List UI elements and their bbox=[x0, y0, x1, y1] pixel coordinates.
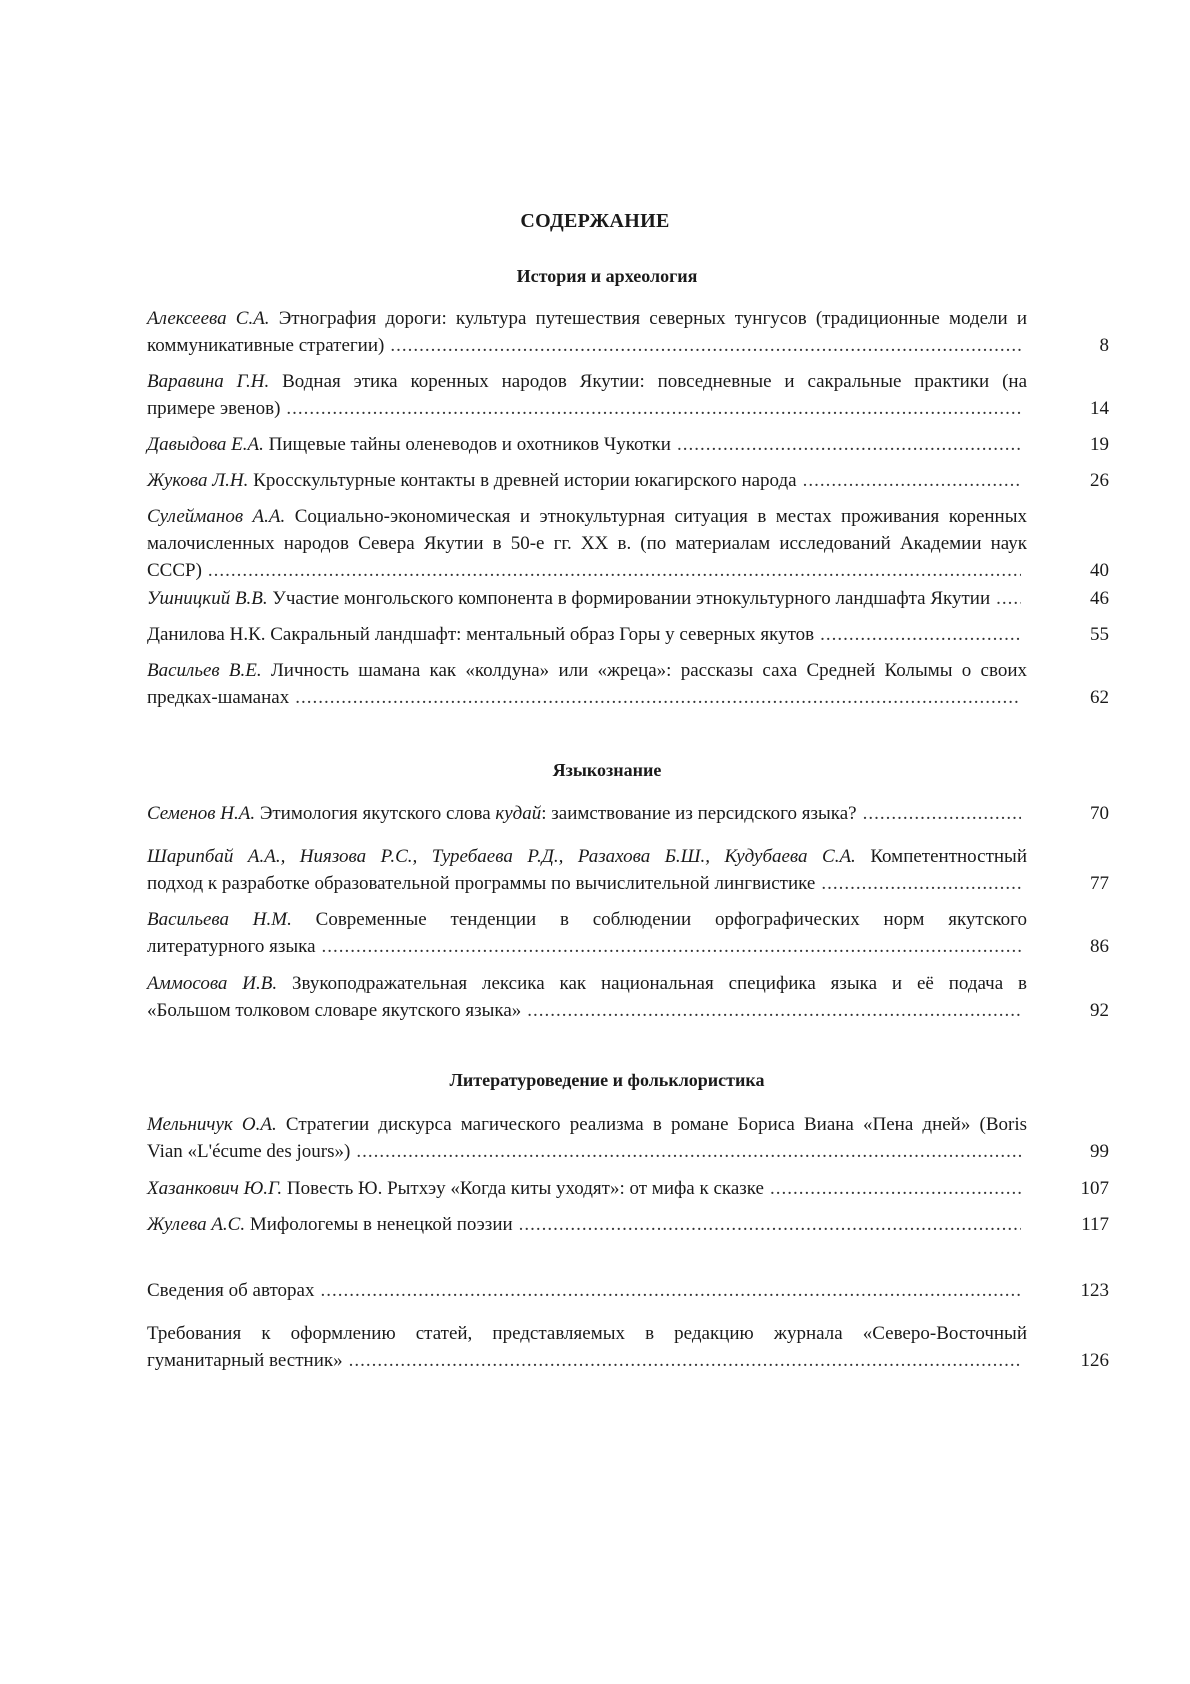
page-number: 126 bbox=[1080, 1350, 1109, 1371]
leader-dots bbox=[356, 1138, 1021, 1165]
toc-entry[interactable] bbox=[147, 1320, 1109, 1374]
entry-title: Пищевые тайны оленеводов и охотников Чукотки bbox=[268, 434, 671, 455]
toc-entry[interactable] bbox=[147, 368, 1109, 422]
entry-last-line bbox=[147, 1138, 1027, 1165]
leader-dots bbox=[863, 800, 1021, 827]
entry-title-end bbox=[147, 1138, 350, 1165]
entry-title-end bbox=[147, 684, 289, 711]
leader-dots bbox=[519, 1211, 1021, 1238]
toc-entry[interactable] bbox=[147, 1277, 1109, 1304]
entry-title-end bbox=[147, 585, 990, 612]
toc-entry[interactable] bbox=[147, 431, 1109, 458]
leader-dots bbox=[527, 997, 1021, 1024]
toc-entry[interactable] bbox=[147, 657, 1109, 711]
toc-entry[interactable] bbox=[147, 1175, 1109, 1202]
entry-last-line bbox=[147, 933, 1027, 960]
leader-dots bbox=[322, 933, 1021, 960]
entry-title-lines bbox=[147, 1111, 1027, 1138]
entry-last-line bbox=[147, 621, 1027, 648]
leader-dots bbox=[349, 1347, 1021, 1374]
entry-title-end bbox=[147, 557, 202, 584]
entry-last-line bbox=[147, 585, 1027, 612]
toc-entry[interactable] bbox=[147, 585, 1109, 612]
leader-dots bbox=[320, 1277, 1021, 1304]
entry-title: Личность шамана как «колдуна» или «жреца»: рассказы саха Средней Колымы о своих bbox=[270, 660, 1027, 681]
page-number: 40 bbox=[1090, 560, 1109, 581]
leader-dots bbox=[677, 431, 1021, 458]
toc-entry[interactable] bbox=[147, 503, 1109, 584]
toc-entry[interactable] bbox=[147, 970, 1109, 1024]
toc-entry[interactable] bbox=[147, 906, 1109, 960]
entry-title-lines bbox=[147, 503, 1027, 557]
entry-author: Ушницкий В.В. bbox=[147, 588, 273, 609]
entry-title: Социально-экономическая и этнокультурная ситуация в местах проживания коренных малочисленных народов Севера Якутии в 50-е гг. XX в. (по материалам исследований Академии наук bbox=[147, 506, 1027, 554]
toc-entry[interactable] bbox=[147, 843, 1109, 897]
page-number: 19 bbox=[1090, 434, 1109, 455]
entry-last-line bbox=[147, 684, 1027, 711]
entry-title: гуманитарный вестник» bbox=[147, 1350, 343, 1371]
entry-author: Васильева Н.М. bbox=[147, 909, 316, 930]
leader-dots bbox=[770, 1175, 1021, 1202]
leader-dots bbox=[821, 870, 1021, 897]
entry-title: Современные тенденции в соблюдении орфографических норм якутского bbox=[315, 909, 1027, 930]
entry-title-end bbox=[147, 1175, 764, 1202]
entry-title-lines bbox=[147, 1320, 1027, 1347]
entry-title-end bbox=[147, 800, 857, 827]
page-number: 8 bbox=[1099, 335, 1109, 356]
leader-dots bbox=[295, 684, 1021, 711]
entry-title-end bbox=[147, 395, 280, 422]
leader-dots bbox=[803, 467, 1021, 494]
entry-title-lines bbox=[147, 368, 1027, 395]
leader-dots bbox=[820, 621, 1021, 648]
leader-dots bbox=[208, 557, 1021, 584]
entry-title: Этимология якутского слова кудай: заимствование из персидского языка? bbox=[259, 803, 857, 824]
entry-author: Алексеева С.А. bbox=[147, 308, 279, 329]
entry-title: примере эвенов) bbox=[147, 398, 281, 419]
entry-title: Данилова Н.К. Сакральный ландшафт: ментальный образ Горы у северных якутов bbox=[147, 624, 815, 645]
entry-title-lines bbox=[147, 657, 1027, 684]
entry-last-line bbox=[147, 1211, 1027, 1238]
page-number: 77 bbox=[1090, 873, 1109, 894]
entry-title: СССР) bbox=[147, 560, 202, 581]
entry-title-end bbox=[147, 870, 815, 897]
entry-title: Сведения об авторах bbox=[147, 1280, 315, 1301]
entry-title-end bbox=[147, 621, 814, 648]
entry-title-lines bbox=[147, 305, 1027, 332]
page-number: 107 bbox=[1080, 1178, 1109, 1199]
entry-last-line bbox=[147, 870, 1027, 897]
entry-title-end bbox=[147, 332, 384, 359]
entry-author: Васильев В.Е. bbox=[147, 660, 271, 681]
page-number: 92 bbox=[1090, 1000, 1109, 1021]
page-number: 123 bbox=[1080, 1280, 1109, 1301]
entry-title: Водная этика коренных народов Якутии: повседневные и сакральные практики (на bbox=[282, 371, 1027, 392]
entry-title: Vian «L'écume des jours») bbox=[147, 1141, 351, 1162]
entry-author: Аммосова И.В. bbox=[147, 973, 293, 994]
italic-term: кудай bbox=[495, 803, 542, 824]
entry-title-end bbox=[147, 431, 671, 458]
page-number: 14 bbox=[1090, 398, 1109, 419]
entry-title: Участие монгольского компонента в формировании этнокультурного ландшафта Якутии bbox=[272, 588, 991, 609]
entry-author: Давыдова Е.А. bbox=[147, 434, 269, 455]
entry-title: Звукоподражательная лексика как национальная специфика языка и её подача в bbox=[292, 973, 1027, 994]
toc-entry[interactable] bbox=[147, 1211, 1109, 1238]
entry-title: коммуникативные стратегии) bbox=[147, 335, 385, 356]
page-number: 46 bbox=[1090, 588, 1109, 609]
entry-title: Компетентностный bbox=[870, 846, 1027, 867]
entry-last-line bbox=[147, 800, 1027, 827]
page-title: СОДЕРЖАНИЕ bbox=[520, 210, 670, 232]
toc-entry[interactable] bbox=[147, 800, 1109, 827]
entry-last-line bbox=[147, 1175, 1027, 1202]
entry-author: Шарипбай А.А., Ниязова Р.С., Туребаева Р.Д., Разахова Б.Ш., Кудубаева С.А. bbox=[147, 846, 871, 867]
entry-title-end bbox=[147, 997, 521, 1024]
entry-last-line bbox=[147, 997, 1027, 1024]
entry-author: Жукова Л.Н. bbox=[147, 470, 254, 491]
leader-dots bbox=[996, 585, 1021, 612]
entry-title-lines bbox=[147, 906, 1027, 933]
page-number: 99 bbox=[1090, 1141, 1109, 1162]
entry-author: Мельничук О.А. bbox=[147, 1114, 286, 1135]
page-number: 55 bbox=[1090, 624, 1109, 645]
entry-title-end bbox=[147, 1211, 513, 1238]
entry-last-line bbox=[147, 431, 1027, 458]
entry-title: «Большом толковом словаре якутского языка» bbox=[147, 1000, 522, 1021]
section-heading: История и археология bbox=[516, 266, 698, 286]
section-heading: Языкознание bbox=[552, 760, 662, 780]
entry-title: Этнография дороги: культура путешествия северных тунгусов (традиционные модели и bbox=[278, 308, 1028, 329]
toc-entry[interactable] bbox=[147, 305, 1109, 359]
entry-last-line bbox=[147, 557, 1027, 584]
page-number: 26 bbox=[1090, 470, 1109, 491]
toc-entry[interactable] bbox=[147, 621, 1109, 648]
page-number: 62 bbox=[1090, 687, 1109, 708]
entry-title-end bbox=[147, 1277, 314, 1304]
entry-title: Повесть Ю. Рытхэу «Когда киты уходят»: от мифа к сказке bbox=[286, 1178, 764, 1199]
entry-last-line bbox=[147, 395, 1027, 422]
leader-dots bbox=[390, 332, 1021, 359]
entry-author: Жулева А.С. bbox=[147, 1214, 250, 1235]
entry-title: литературного языка bbox=[147, 936, 316, 957]
entry-title-end bbox=[147, 1347, 343, 1374]
entry-last-line bbox=[147, 332, 1027, 359]
entry-last-line bbox=[147, 1347, 1027, 1374]
entry-author: Варавина Г.Н. bbox=[147, 371, 283, 392]
entry-author: Семенов Н.А. bbox=[147, 803, 260, 824]
leader-dots bbox=[286, 395, 1021, 422]
page-number: 86 bbox=[1090, 936, 1109, 957]
page-number: 117 bbox=[1081, 1214, 1109, 1235]
entry-title: предках-шаманах bbox=[147, 687, 290, 708]
entry-title: Требования к оформлению статей, представляемых в редакцию журнала «Северо-Восточный bbox=[147, 1323, 1027, 1344]
entry-title: Кросскультурные контакты в древней истории юкагирского народа bbox=[253, 470, 797, 491]
entry-author: Хазанкович Ю.Г. bbox=[147, 1178, 287, 1199]
toc-entry[interactable] bbox=[147, 467, 1109, 494]
section-heading: Литературоведение и фольклористика bbox=[449, 1070, 765, 1090]
entry-last-line bbox=[147, 467, 1027, 494]
entry-title-lines bbox=[147, 970, 1027, 997]
entry-title: Мифологемы в ненецкой поэзии bbox=[249, 1214, 513, 1235]
entry-title-end bbox=[147, 933, 316, 960]
entry-title-end bbox=[147, 467, 797, 494]
entry-title: подход к разработке образовательной программы по вычислительной лингвистике bbox=[147, 873, 816, 894]
page-number: 70 bbox=[1090, 803, 1109, 824]
entry-title-lines bbox=[147, 843, 1027, 870]
entry-title: Стратегии дискурса магического реализма в романе Бориса Виана «Пена дней» (Boris bbox=[285, 1114, 1027, 1135]
entry-author: Сулейманов А.А. bbox=[147, 506, 295, 527]
toc-entry[interactable] bbox=[147, 1111, 1109, 1165]
entry-last-line bbox=[147, 1277, 1027, 1304]
